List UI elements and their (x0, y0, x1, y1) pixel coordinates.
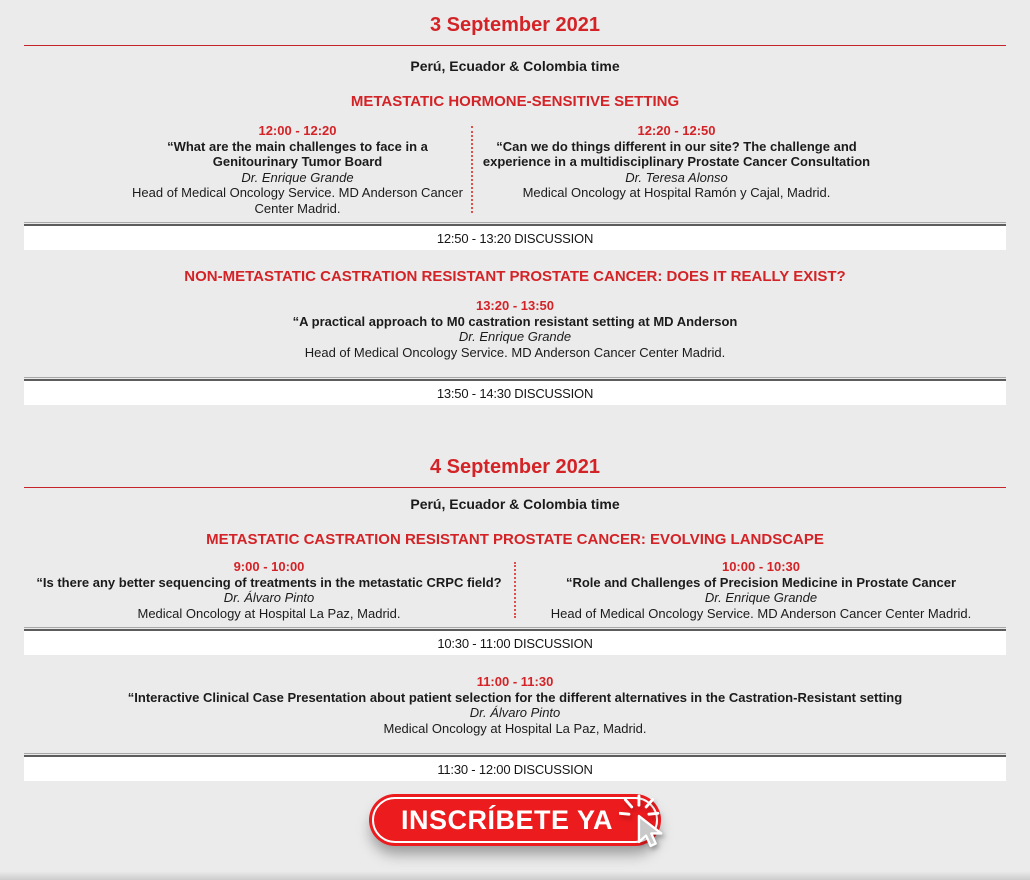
red-divider-rule (24, 487, 1006, 488)
day-title: 4 September 2021 (429, 456, 601, 478)
session-speaker: Dr. Álvaro Pinto (223, 590, 315, 605)
discussion-label: 13:50 - 14:30 DISCUSSION (436, 385, 594, 401)
session-title: “Is there any better sequencing of treatments in the metastatic CRPC field? (36, 574, 502, 590)
session-title: “What are the main challenges to face in a Genitourinary Tumor Board (167, 138, 428, 169)
discussion-label: 11:30 - 12:00 DISCUSSION (437, 761, 593, 777)
session-card (24, 559, 514, 621)
session-card (24, 123, 471, 216)
session-affiliation: Medical Oncology at Hospital La Paz, Madrid. (137, 605, 401, 621)
register-button-label: INSCRÍBETE YA (400, 804, 614, 835)
register-button[interactable] (369, 794, 661, 846)
session-time: 13:20 - 13:50 (475, 298, 555, 313)
session-title: “Can we do things different in our site? The challenge and experience in a multidisciplinary Prostate Cancer Consultation (482, 138, 871, 169)
session-affiliation: Medical Oncology at Hospital Ramón y Cajal, Madrid. (522, 185, 831, 200)
session-time: 12:00 - 12:20 (258, 123, 337, 138)
session-card (473, 123, 1006, 216)
session-card (516, 559, 1006, 621)
discussion-bar (24, 222, 1006, 250)
day-section-1 (0, 13, 1030, 405)
session-time: 9:00 - 10:00 (233, 559, 305, 574)
session-affiliation: Head of Medical Oncology Service. MD Anderson Cancer Center Madrid. (132, 185, 463, 216)
session-title: “Role and Challenges of Precision Medicine in Prostate Cancer (565, 574, 957, 590)
session-speaker: Dr. Enrique Grande (704, 590, 818, 605)
timezone-label: Perú, Ecuador & Colombia time (410, 496, 620, 512)
session-time: 11:00 - 11:30 (476, 674, 554, 689)
click-cursor-icon (619, 794, 677, 858)
session-speaker: Dr. Enrique Grande (241, 169, 354, 185)
session-row (24, 123, 1006, 216)
track-heading: NON-METASTATIC CASTRATION RESISTANT PROSTATE CANCER: DOES IT REALLY EXIST? (184, 268, 846, 285)
discussion-bar (24, 627, 1006, 655)
discussion-label: 10:30 - 11:00 DISCUSSION (437, 635, 593, 651)
session-affiliation: Head of Medical Oncology Service. MD Anderson Cancer Center Madrid. (550, 605, 972, 621)
timezone-label: Perú, Ecuador & Colombia time (410, 58, 620, 74)
session-time: 12:20 - 12:50 (637, 123, 716, 138)
session-time: 10:00 - 10:30 (721, 559, 801, 574)
session-speaker: Dr. Álvaro Pinto (469, 705, 561, 720)
discussion-bar (24, 753, 1006, 781)
session-title: “A practical approach to M0 castration resistant setting at MD Anderson (292, 313, 738, 329)
day-section-2 (0, 455, 1030, 781)
session-speaker: Dr. Enrique Grande (458, 329, 572, 344)
red-divider-rule (24, 45, 1006, 46)
day-title: 3 September 2021 (429, 14, 601, 36)
session-affiliation: Medical Oncology at Hospital La Paz, Madrid. (383, 720, 647, 736)
bottom-gradient-band (0, 871, 1030, 880)
session-title: “Interactive Clinical Case Presentation about patient selection for the different alternatives in the Castration-Resistant setting (127, 689, 903, 705)
discussion-bar (24, 377, 1006, 405)
session-affiliation: Head of Medical Oncology Service. MD Anderson Cancer Center Madrid. (304, 344, 726, 360)
track-heading: METASTATIC HORMONE-SENSITIVE SETTING (350, 93, 680, 110)
session-speaker: Dr. Teresa Alonso (625, 169, 728, 185)
register-button-area (0, 794, 1030, 846)
session-card (24, 298, 1006, 360)
track-heading: METASTATIC CASTRATION RESISTANT PROSTATE CANCER: EVOLVING LANDSCAPE (206, 531, 824, 548)
session-card (24, 674, 1006, 736)
discussion-label: 12:50 - 13:20 DISCUSSION (436, 230, 594, 246)
session-row (24, 559, 1006, 621)
